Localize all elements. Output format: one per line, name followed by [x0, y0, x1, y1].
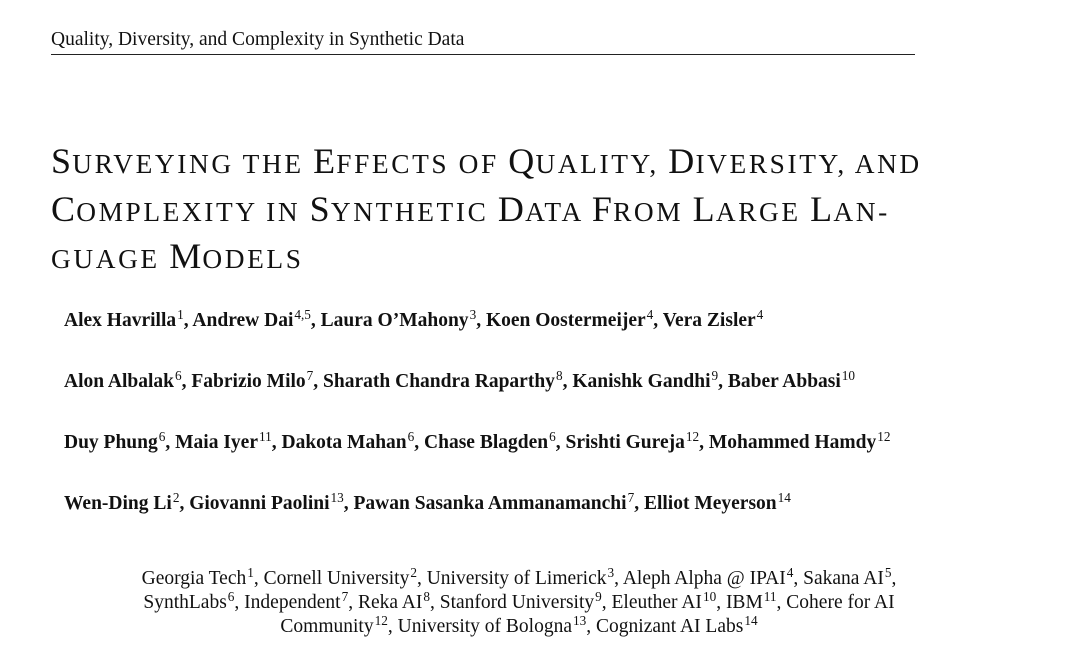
- affiliation-number: 14: [744, 612, 758, 628]
- title-segment: Q: [508, 141, 536, 181]
- affiliation-name: Sakana AI: [803, 568, 884, 589]
- affiliation-number: 2: [410, 564, 417, 580]
- author-affiliation-mark: 7: [627, 489, 635, 505]
- author-affiliation-mark: 9: [711, 367, 719, 383]
- running-head: Quality, Diversity, and Complexity in Synthetic Data: [51, 29, 915, 55]
- author-affiliation-mark: 13: [330, 489, 344, 505]
- title-segment: D: [497, 188, 526, 229]
- author-affiliation-mark: 14: [777, 489, 791, 505]
- title-segment: ROM: [613, 196, 693, 227]
- author-name: Alex Havrilla: [64, 310, 177, 331]
- title-segment: ATA: [525, 196, 592, 227]
- author-affiliation-mark: 8: [555, 367, 563, 383]
- title-line: [51, 187, 1011, 235]
- author-name: Koen Oostermeijer: [485, 310, 646, 331]
- affiliation-name: Cohere for AI: [786, 592, 895, 613]
- author-name: Dakota Mahan: [281, 432, 407, 453]
- affiliation-name: Independent: [244, 592, 341, 613]
- affiliation-line: Community$^{12}$, University of Bologna$^{13}$, Cognizant AI Labs$^{14}$: [280, 612, 758, 637]
- author-line: Alex Havrilla$^1$, Andrew Dai$^{4,5}$, Laura O’Mahony$^3$, Koen Oostermeijer$^4$, Vera Zisler$^4$: [64, 306, 764, 331]
- author-name: Srishti Gureja: [565, 432, 685, 453]
- title-line: [51, 139, 1011, 187]
- affiliation-list: [51, 564, 987, 639]
- title-segment: IVERSITY, AND: [695, 149, 922, 179]
- author-affiliation-mark: 7: [306, 367, 314, 383]
- title-segment: ARGE: [715, 196, 811, 227]
- affiliation-number: 9: [595, 588, 602, 604]
- author-name: Duy Phung: [64, 432, 158, 453]
- author-affiliation-mark: 6: [407, 428, 415, 444]
- paper-title: [51, 139, 1011, 282]
- title-segment: D: [668, 141, 696, 181]
- author-name: Giovanni Paolini: [189, 493, 330, 514]
- title-segment: F: [591, 188, 614, 229]
- title-segment: UALITY,: [535, 149, 669, 179]
- author-name: Alon Albalak: [64, 371, 175, 392]
- author-affiliation-mark: 11: [258, 428, 272, 444]
- author-line: Alon Albalak$^6$, Fabrizio Milo$^7$, Sharath Chandra Raparthy$^8$, Kanishk Gandhi$^9$, Baber Abbasi$^{10}$: [64, 367, 856, 392]
- author-affiliation-mark: 3: [469, 306, 477, 322]
- affiliation-name: University of Limerick: [426, 568, 607, 589]
- affiliation-name: Stanford University: [439, 592, 595, 613]
- author-name: Mohammed Hamdy: [708, 432, 877, 453]
- title-segment: L: [692, 188, 716, 229]
- author-line: Wen-Ding Li$^2$, Giovanni Paolini$^{13}$, Pawan Sasanka Ammanamanchi$^7$, Elliot Meyerson$^{14}$: [64, 489, 791, 514]
- title-segment: S: [309, 188, 331, 229]
- author-affiliation-mark: 6: [175, 367, 182, 383]
- author-affiliation-mark: 6: [158, 428, 166, 444]
- author-name: Baber Abbasi: [727, 371, 841, 392]
- affiliation-name: Eleuther AI: [611, 592, 702, 613]
- title-segment: ODELS: [202, 244, 304, 274]
- author-name: Laura O’Mahony: [320, 310, 469, 331]
- author-name: Fabrizio Milo: [191, 371, 306, 392]
- title-segment: C: [51, 188, 77, 229]
- title-segment: YNTHETIC: [330, 196, 498, 227]
- affiliation-name: Cognizant AI Labs: [596, 616, 744, 637]
- author-affiliation-mark: 4: [756, 306, 764, 322]
- author-affiliation-mark: 12: [877, 428, 891, 444]
- affiliation-name: IBM: [725, 592, 763, 613]
- affiliation-name: Reka AI: [357, 592, 423, 613]
- title-segment: URVEYING THE: [72, 149, 314, 179]
- affiliation-name: Community: [280, 616, 374, 637]
- author-name: Pawan Sasanka Ammanamanchi: [353, 493, 627, 514]
- author-affiliation-mark: 4: [646, 306, 654, 322]
- author-name: Elliot Meyerson: [643, 493, 777, 514]
- affiliation-number: 5: [884, 564, 892, 580]
- affiliation-line: SynthLabs$^6$, Independent$^7$, Reka $AI^8$, Stanford University$^9$, Eleuther AI$^{10}$, IBM$^{11}$, Cohere for AI: [143, 588, 895, 613]
- title-segment: OMPLEXITY IN: [76, 196, 310, 227]
- author-affiliation-mark: 6: [549, 428, 556, 444]
- title-segment: AN-: [833, 196, 890, 227]
- author-name: Sharath Chandra Raparthy: [323, 371, 555, 392]
- author-affiliation-mark: 2: [172, 489, 180, 505]
- affiliation-number: 8: [423, 588, 431, 604]
- affiliation-name: SynthLabs: [143, 592, 227, 613]
- affiliation-line: Georgia Tech$^1$, Cornell University$^2$, University of Limerick$^3$, Aleph Alpha @ IPAI$^4$, Sakana $AI^5$,: [141, 564, 897, 589]
- author-affiliation-mark: 1: [177, 306, 184, 322]
- author-name: Maia Iyer: [175, 432, 258, 453]
- title-segment: FFECTS OF: [336, 149, 509, 179]
- affiliation-number: 7: [341, 588, 349, 604]
- author-name: Andrew Dai: [192, 310, 294, 331]
- affiliation-number: 11: [763, 588, 777, 604]
- author-name: Chase Blagden: [424, 432, 549, 453]
- affiliation-name: Aleph Alpha @ IPAI: [622, 568, 786, 589]
- author-name: Wen-Ding Li: [64, 493, 172, 514]
- author-affiliation-mark: 12: [685, 428, 700, 444]
- affiliation-number: 10: [702, 588, 717, 604]
- author-name: Kanishk Gandhi: [572, 371, 711, 392]
- affiliation-number: 12: [374, 612, 388, 628]
- title-segment: E: [313, 141, 337, 181]
- affiliation-number: 4: [786, 564, 794, 580]
- title-segment: M: [169, 236, 203, 276]
- affiliation-number: 1: [247, 564, 254, 580]
- affiliation-name: Cornell University: [263, 568, 410, 589]
- affiliation-name: University of Bologna: [397, 616, 573, 637]
- author-list: [64, 308, 1044, 552]
- author-affiliation-mark: 10: [841, 367, 856, 383]
- affiliation-number: 13: [573, 612, 587, 628]
- author-affiliation-mark: 4,5: [294, 306, 311, 322]
- affiliation-number: 6: [227, 588, 235, 604]
- title-segment: L: [810, 188, 834, 229]
- author-line: Duy Phung$^6$, Maia Iyer$^{11}$, Dakota Mahan$^6$, Chase Blagden$^6$, Srishti Gureja$^{12}$, Mohammed Hamdy$^{12}$: [64, 428, 891, 453]
- title-line: [51, 234, 1011, 282]
- affiliation-name: Georgia Tech: [141, 568, 247, 589]
- affiliation-number: 3: [607, 564, 615, 580]
- title-segment: S: [51, 141, 73, 181]
- title-segment: GUAGE: [51, 244, 170, 274]
- author-name: Vera Zisler: [662, 310, 756, 331]
